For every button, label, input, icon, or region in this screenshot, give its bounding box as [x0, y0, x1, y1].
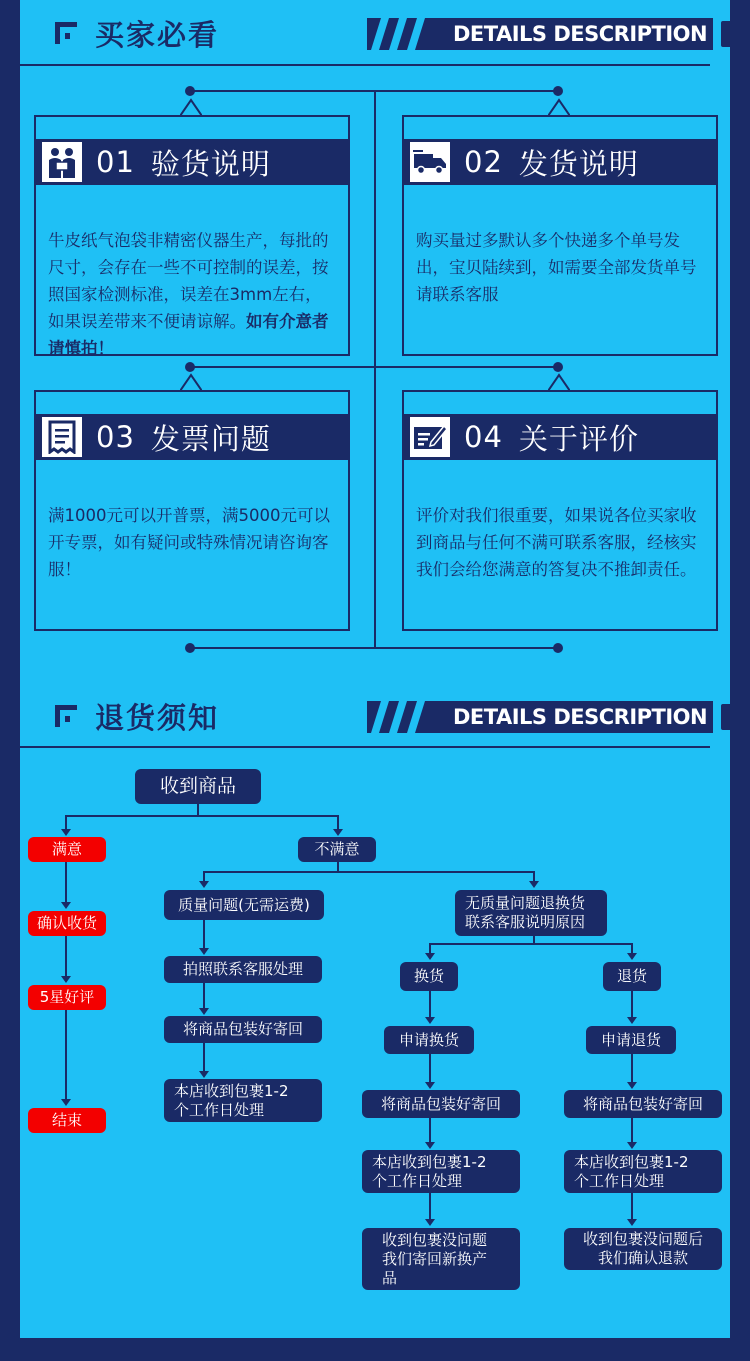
badge-label: DETAILS DESCRIPTION [447, 18, 713, 50]
flow-arrow [425, 1082, 435, 1089]
card-text [416, 227, 706, 308]
receipt-icon [42, 417, 82, 457]
flow-node-no-quality: 无质量问题退换货 联系客服说明原因 [455, 890, 607, 936]
flow-node-store-process: 本店收到包裹1-2 个工作日处理 [564, 1150, 722, 1193]
flow-arrow [199, 1071, 209, 1078]
card-heading: 关于评价 [518, 421, 639, 456]
flow-line [631, 1054, 633, 1084]
flow-node-unsatisfied: 不满意 [298, 837, 376, 862]
card-number: 04 [464, 420, 503, 454]
badge-square [721, 704, 745, 730]
flow-node-pack-return: 将商品包装好寄回 [362, 1090, 520, 1118]
flow-arrow [627, 1082, 637, 1089]
card-text [48, 502, 338, 583]
card-header [34, 414, 350, 460]
section-corner-icon [55, 22, 77, 44]
card-number: 01 [96, 145, 135, 179]
flow-node-quality-issue: 质量问题(无需运费) [164, 890, 324, 920]
flow-line [65, 936, 67, 978]
card-text [416, 502, 706, 583]
section-divider [20, 64, 710, 66]
card-invoice [34, 390, 350, 631]
card-header [402, 414, 718, 460]
connector-dot [553, 362, 563, 372]
flow-arrow [333, 829, 343, 836]
section-title-buyer-notice: 买家必看 [95, 18, 220, 52]
connector-dot [185, 643, 195, 653]
flow-line [65, 815, 339, 817]
card-header [34, 139, 350, 185]
flow-arrow [627, 953, 637, 960]
flow-arrow [627, 1017, 637, 1024]
flow-arrow [199, 881, 209, 888]
flow-line [631, 1118, 633, 1144]
flow-node-confirm-receipt: 确认收货 [28, 911, 106, 936]
section-title-return-notice: 退货须知 [95, 701, 220, 735]
review-card-icon [410, 417, 450, 457]
flow-node-apply-exchange: 申请换货 [384, 1026, 474, 1054]
notch [548, 98, 570, 116]
flow-node-refund: 退货 [603, 962, 661, 991]
card-number: 02 [464, 145, 503, 179]
badge-square [721, 21, 745, 47]
flow-line [631, 991, 633, 1019]
flow-arrow [425, 1142, 435, 1149]
card-text-bold: 如有介意者请慎拍！ [48, 312, 329, 358]
flow-line [429, 991, 431, 1019]
center-connector [374, 91, 376, 649]
flow-arrow [425, 953, 435, 960]
flow-node-photo-contact: 拍照联系客服处理 [164, 956, 322, 983]
card-heading: 发货说明 [518, 146, 639, 181]
flow-node-five-star: 5星好评 [28, 985, 106, 1010]
flow-arrow [61, 829, 71, 836]
card-text-normal: 评价对我们很重要，如果说各位买家收到商品与任何不满可联系客服，经核实我们会给您满意的答复决不推卸责任。 [416, 506, 697, 579]
flow-node-exchange-result: 收到包裹没问题 我们寄回新换产 品 [362, 1228, 520, 1290]
notch [180, 98, 202, 116]
top-connector [190, 90, 558, 92]
flow-node-store-process: 本店收到包裹1-2 个工作日处理 [164, 1079, 322, 1122]
flow-node-exchange: 换货 [400, 962, 458, 991]
details-description-badge [367, 18, 745, 50]
flow-line [429, 943, 633, 945]
flow-node-store-process: 本店收到包裹1-2 个工作日处理 [362, 1150, 520, 1193]
flow-node-received: 收到商品 [135, 769, 261, 804]
card-number: 03 [96, 420, 135, 454]
details-description-badge [367, 701, 745, 733]
card-shipping [402, 115, 718, 356]
inspection-icon [42, 142, 82, 182]
connector-dot [185, 86, 195, 96]
truck-icon [410, 142, 450, 182]
flow-line [631, 1193, 633, 1221]
card-text-normal: 购买量过多默认多个快递多个单号发出，宝贝陆续到，如需要全部发货单号请联系客服 [416, 231, 697, 304]
stripes-icon [367, 18, 449, 50]
flow-line [429, 1054, 431, 1084]
flow-node-apply-refund: 申请退货 [586, 1026, 676, 1054]
flow-arrow [627, 1219, 637, 1226]
connector-dot [185, 362, 195, 372]
card-text-normal: 牛皮纸气泡袋非精密仪器生产，每批的尺寸，会存在一些不可控制的误差，按照国家检测标准，误差在3mm左右，如果误差带来不便请谅解。 [48, 231, 329, 331]
flow-arrow [425, 1219, 435, 1226]
mid-connector [190, 366, 558, 368]
flow-line [65, 862, 67, 904]
card-text-normal: 满1000元可以开普票，满5000元可以开专票，如有疑问或特殊情况请咨询客服！ [48, 506, 330, 579]
card-inspection [34, 115, 350, 356]
connector-dot [553, 643, 563, 653]
flow-arrow [61, 902, 71, 909]
flow-line [429, 1118, 431, 1144]
notch [548, 373, 570, 391]
flow-arrow [199, 1008, 209, 1015]
card-heading: 发票问题 [150, 421, 271, 456]
flow-node-refund-result: 收到包裹没问题后 我们确认退款 [564, 1228, 722, 1270]
badge-label: DETAILS DESCRIPTION [447, 701, 713, 733]
flow-line [203, 871, 535, 873]
connector-dot [553, 86, 563, 96]
flow-arrow [61, 1099, 71, 1106]
section-corner-icon [55, 705, 77, 727]
flow-node-pack-return: 将商品包装好寄回 [164, 1016, 322, 1043]
flow-line [203, 983, 205, 1010]
flow-line [429, 1193, 431, 1221]
flow-arrow [627, 1142, 637, 1149]
notch [180, 373, 202, 391]
card-header [402, 139, 718, 185]
flow-node-satisfied: 满意 [28, 837, 106, 862]
flow-line [65, 1010, 67, 1100]
section-divider [20, 746, 710, 748]
card-heading: 验货说明 [150, 146, 271, 181]
flow-arrow [61, 976, 71, 983]
flow-node-pack-return: 将商品包装好寄回 [564, 1090, 722, 1118]
card-text [48, 227, 338, 362]
flow-line [203, 1043, 205, 1073]
flow-line [203, 920, 205, 950]
flow-node-end: 结束 [28, 1108, 106, 1133]
stripes-icon [367, 701, 449, 733]
card-review [402, 390, 718, 631]
flow-arrow [529, 881, 539, 888]
flow-arrow [199, 948, 209, 955]
flow-arrow [425, 1017, 435, 1024]
bottom-connector [190, 647, 558, 649]
